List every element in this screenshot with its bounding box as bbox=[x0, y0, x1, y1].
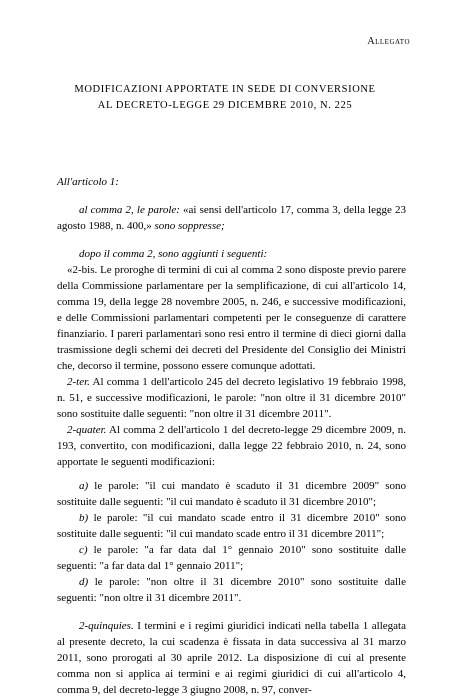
item-b-text: le parole: "il cui mandato scade entro il 31 dicembre 2010" sono sostituite dalle seguenti: "il cui mandato scade entro il 31 dicembre 2011"; bbox=[57, 512, 406, 540]
p1-quote: «ai sensi dell'articolo 17, comma 3, della legge 23 agosto 1988, n. 400,» bbox=[57, 204, 406, 232]
item-d-text: le parole: "non oltre il 31 dicembre 2010" sono sostituite dalle seguenti: "non oltre il 31 dicembre 2011". bbox=[57, 576, 406, 604]
article-heading: All'articolo 1: bbox=[57, 176, 119, 188]
document-title bbox=[40, 82, 410, 114]
p3-text: Le proroghe di termini di cui al comma 2 sono disposte previo parere della Commissione parlamentare per la semplificazione, di cui all'articolo 14, comma 19, della legge 28 novembre 2005, n. 246, e successive modificazioni, e delle Commissioni parlamentari competenti per le conseguenze di carattere finanziario. I pareri parlamentari sono resi entro il termine di dieci giorni dalla trasmissione degli schemi dei decreti del Presidente del Consiglio dei Ministri che, decorso il termine, possono essere comunque adottati. bbox=[57, 264, 406, 372]
document-body bbox=[57, 174, 406, 698]
title-line-2: AL DECRETO-LEGGE 29 DICEMBRE 2010, N. 225 bbox=[97, 100, 353, 111]
p4-text: Al comma 1 dell'articolo 245 del decreto legislativo 19 febbraio 1998, n. 51, e successive modificazioni, le parole: "non oltre il 31 dicembre 2010" sono sostituite dalle seguenti: "non oltre il 31 dicembre 2011". bbox=[57, 376, 406, 420]
item-b-label: b) bbox=[79, 512, 89, 524]
p1-lead: al comma 2, le parole: bbox=[79, 204, 184, 216]
p4-label: 2-ter. bbox=[67, 376, 90, 388]
p6-label: 2-quinquies. bbox=[79, 620, 134, 632]
item-a-label: a) bbox=[79, 480, 89, 492]
paragraph-2-bis bbox=[57, 262, 406, 374]
list-item-b bbox=[57, 510, 406, 542]
paragraph-2-ter bbox=[57, 374, 406, 422]
item-a-text: le parole: "il cui mandato è scaduto il 31 dicembre 2009" sono sostituite dalle seguenti: "il cui mandato è scaduto il 31 dicembre 2010"; bbox=[57, 480, 406, 508]
p6-text: I termini e i regimi giuridici indicati nella tabella 1 allegata al presente decreto, la cui scadenza è fissata in data successiva al 31 marzo 2011, sono prorogati al 30 aprile 2012. La disposizione di cui al presente comma non si applica ai termini e ai regimi giuridici di cui all'articolo 4, comma 9, del decreto-legge 3 giugno 2008, n. 97, conver- bbox=[57, 620, 406, 696]
item-d-label: d) bbox=[79, 576, 89, 588]
title-line-1: MODIFICAZIONI APPORTATE IN SEDE DI CONVERSIONE bbox=[74, 84, 376, 95]
p1-tail: sono soppresse; bbox=[151, 220, 225, 232]
item-c-text: le parole: "a far data dal 1° gennaio 2010" sono sostituite dalle seguenti: "a far data dal 1° gennaio 2011"; bbox=[57, 544, 406, 572]
paragraph-comma-2 bbox=[57, 202, 406, 234]
list-item-c bbox=[57, 542, 406, 574]
paragraph-2-quater bbox=[57, 422, 406, 470]
item-c-label: c) bbox=[79, 544, 88, 556]
list-item-d bbox=[57, 574, 406, 606]
allegato-label: Allegato bbox=[367, 36, 410, 47]
paragraph-2-quinquies bbox=[57, 618, 406, 698]
p5-label: 2-quater. bbox=[67, 424, 107, 436]
paragraph-added: dopo il comma 2, sono aggiunti i seguenti: bbox=[79, 248, 268, 260]
list-item-a bbox=[57, 478, 406, 510]
p5-text: Al comma 2 dell'articolo 1 del decreto-legge 29 dicembre 2009, n. 193, convertito, con modificazioni, dalla legge 22 febbraio 2010, n. 24, sono apportate le seguenti modificazioni: bbox=[57, 424, 406, 468]
p3-label: «2-bis. bbox=[67, 264, 98, 276]
